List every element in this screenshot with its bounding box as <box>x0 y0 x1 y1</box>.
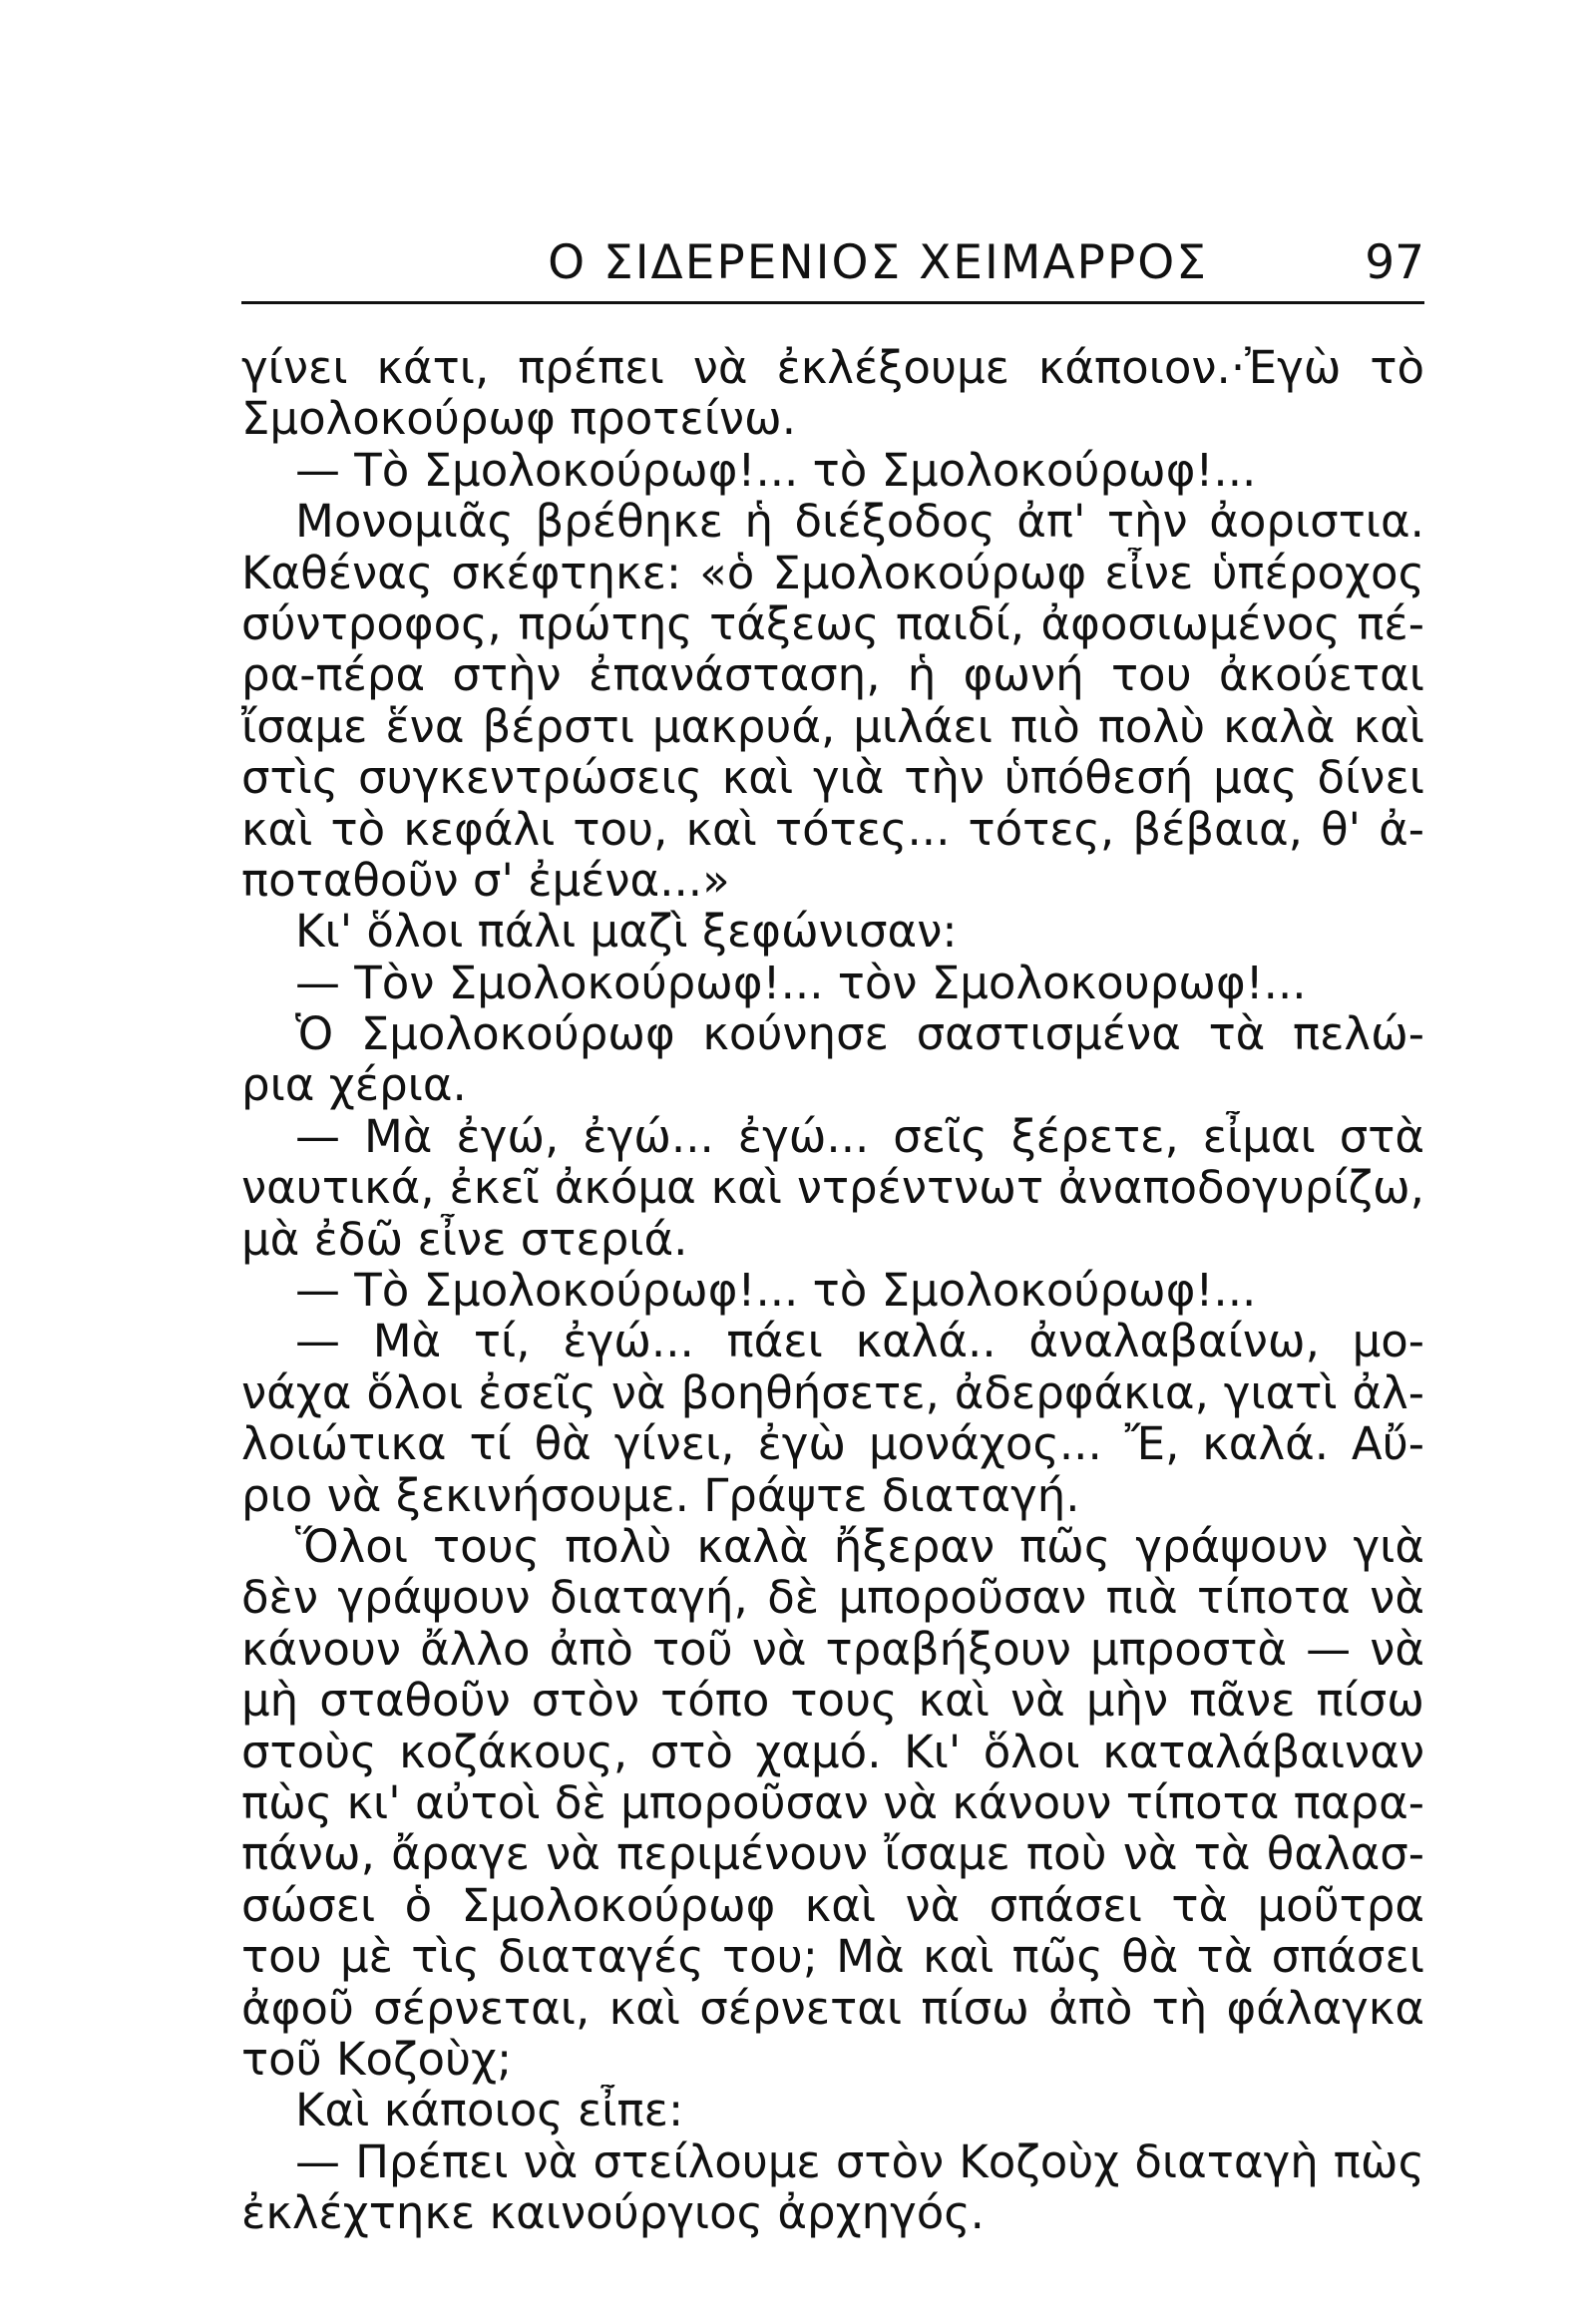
text-line: σώσει ὁ Σμολοκούρωφ καὶ νὰ σπάσει τὰ μοῦτρα <box>241 1879 1424 1932</box>
text-line: ἴσαμε ἕνα βέρστι μακρυά, μιλάει πιὸ πολὺ καλὰ καὶ <box>241 700 1424 753</box>
text-line: γίνει κάτι, πρέπει νὰ ἐκλέξουμε κάποιον.·Ἐγὼ τὸ <box>241 342 1424 394</box>
body-text <box>241 342 1424 2238</box>
text-line: κάνουν ἄλλο ἀπὸ τοῦ νὰ τραβήξουν μπροστὰ — νὰ <box>241 1623 1424 1676</box>
text-line: τοῦ Κοζοὺχ; <box>241 2033 513 2086</box>
text-line: ποταθοῦν σ' ἐμένα...» <box>241 854 730 907</box>
text-line: στὶς συγκεντρώσεις καὶ γιὰ τὴν ὑπόθεσή μας δίνει <box>241 752 1424 804</box>
text-line: του μὲ τὶς διαταγές του; Μὰ καὶ πῶς θὰ τὰ σπάσει <box>241 1931 1424 1983</box>
text-line: πάνω, ἄραγε νὰ περιμένουν ἴσαμε ποὺ νὰ τὰ θαλασ- <box>241 1828 1424 1880</box>
text-line: στοὺς κοζάκους, στὸ χαμό. Κι' ὅλοι καταλάβαιναν <box>241 1726 1424 1777</box>
text-line: Ὁ Σμολοκούρωφ κούνησε σαστισμένα τὰ πελώ- <box>295 1008 1424 1060</box>
text-line: ἐκλέχτηκε καινούργιος ἀρχηγός. <box>241 2187 985 2239</box>
text-line: Κι' ὅλοι πάλι μαζὶ ξεφώνισαν: <box>295 906 958 958</box>
running-title: Ο ΣΙΔΕΡΕΝΙΟΣ ΧΕΙΜΑΡΡΟΣ <box>548 235 1208 290</box>
text-line: σύντροφος, πρώτης τάξεως παιδί, ἀφοσιωμένος πέ- <box>241 597 1424 650</box>
text-line: Καθένας σκέφτηκε: «ὁ Σμολοκούρωφ εἶνε ὑπέροχος <box>241 547 1424 598</box>
text-line: δὲν γράψουν διαταγή, δὲ μποροῦσαν πιὰ τίποτα νὰ <box>241 1572 1424 1624</box>
text-line: — Τὸ Σμολοκούρωφ!... τὸ Σμολοκούρωφ!... <box>295 444 1257 497</box>
text-line: νάχα ὅλοι ἐσεῖς νὰ βοηθήσετε, ἀδερφάκια, γιατὶ ἀλ- <box>241 1366 1424 1419</box>
text-line: — Τὸν Σμολοκούρωφ!... τὸν Σμολοκουρωφ!... <box>295 957 1307 1009</box>
text-line: ρα-πέρα στὴν ἐπανάσταση, ἡ φωνή του ἀκούεται <box>241 649 1424 701</box>
text-line: ἀφοῦ σέρνεται, καὶ σέρνεται πίσω ἀπὸ τὴ φάλαγκα <box>241 1982 1424 2034</box>
text-line: — Πρέπει νὰ στείλουμε στὸν Κοζοὺχ διαταγὴ πὼς <box>295 2135 1424 2188</box>
text-line: ναυτικά, ἐκεῖ ἀκόμα καὶ ντρέντνωτ ἀναποδογυρίζω, <box>241 1162 1424 1214</box>
text-line: Σμολοκούρωφ προτείνω. <box>241 393 797 445</box>
running-head <box>241 231 1424 291</box>
header-rule <box>241 301 1424 304</box>
text-line: Μονομιᾶς βρέθηκε ἡ διέξοδος ἀπ' τὴν ἀοριστια. <box>295 496 1424 548</box>
text-line: μὰ ἐδῶ εἶνε στεριά. <box>241 1213 688 1266</box>
text-line: καὶ τὸ κεφάλι του, καὶ τότες... τότες, βέβαια, θ' ἀ- <box>241 803 1424 855</box>
text-line: — Μὰ ἐγώ, ἐγώ... ἐγώ... σεῖς ξέρετε, εἶμαι στὰ <box>295 1110 1424 1163</box>
text-line: πὼς κι' αὐτοὶ δὲ μποροῦσαν νὰ κάνουν τίποτα παρα- <box>241 1776 1424 1829</box>
text-line: Ὅλοι τους πολὺ καλὰ ἤξεραν πῶς γράψουν γιὰ <box>295 1520 1424 1573</box>
text-line: — Μὰ τί, ἐγώ... πάει καλά.. ἀναλαβαίνω, μο- <box>295 1316 1424 1367</box>
text-line: μὴ σταθοῦν στὸν τόπο τους καὶ νὰ μὴν πᾶνε πίσω <box>241 1675 1424 1727</box>
page-number: 97 <box>1365 235 1424 290</box>
text-line: ρια χέρια. <box>241 1059 467 1111</box>
text-line: Καὶ κάποιος εἶπε: <box>295 2085 684 2136</box>
text-line: — Τὸ Σμολοκούρωφ!... τὸ Σμολοκούρωφ!... <box>295 1265 1257 1317</box>
text-line: ριο νὰ ξεκινήσουμε. Γράψτε διαταγή. <box>241 1469 1080 1521</box>
text-line: λοιώτικα τί θὰ γίνει, ἐγὼ μονάχος... Ἔ, καλά. Αὔ- <box>241 1418 1424 1470</box>
